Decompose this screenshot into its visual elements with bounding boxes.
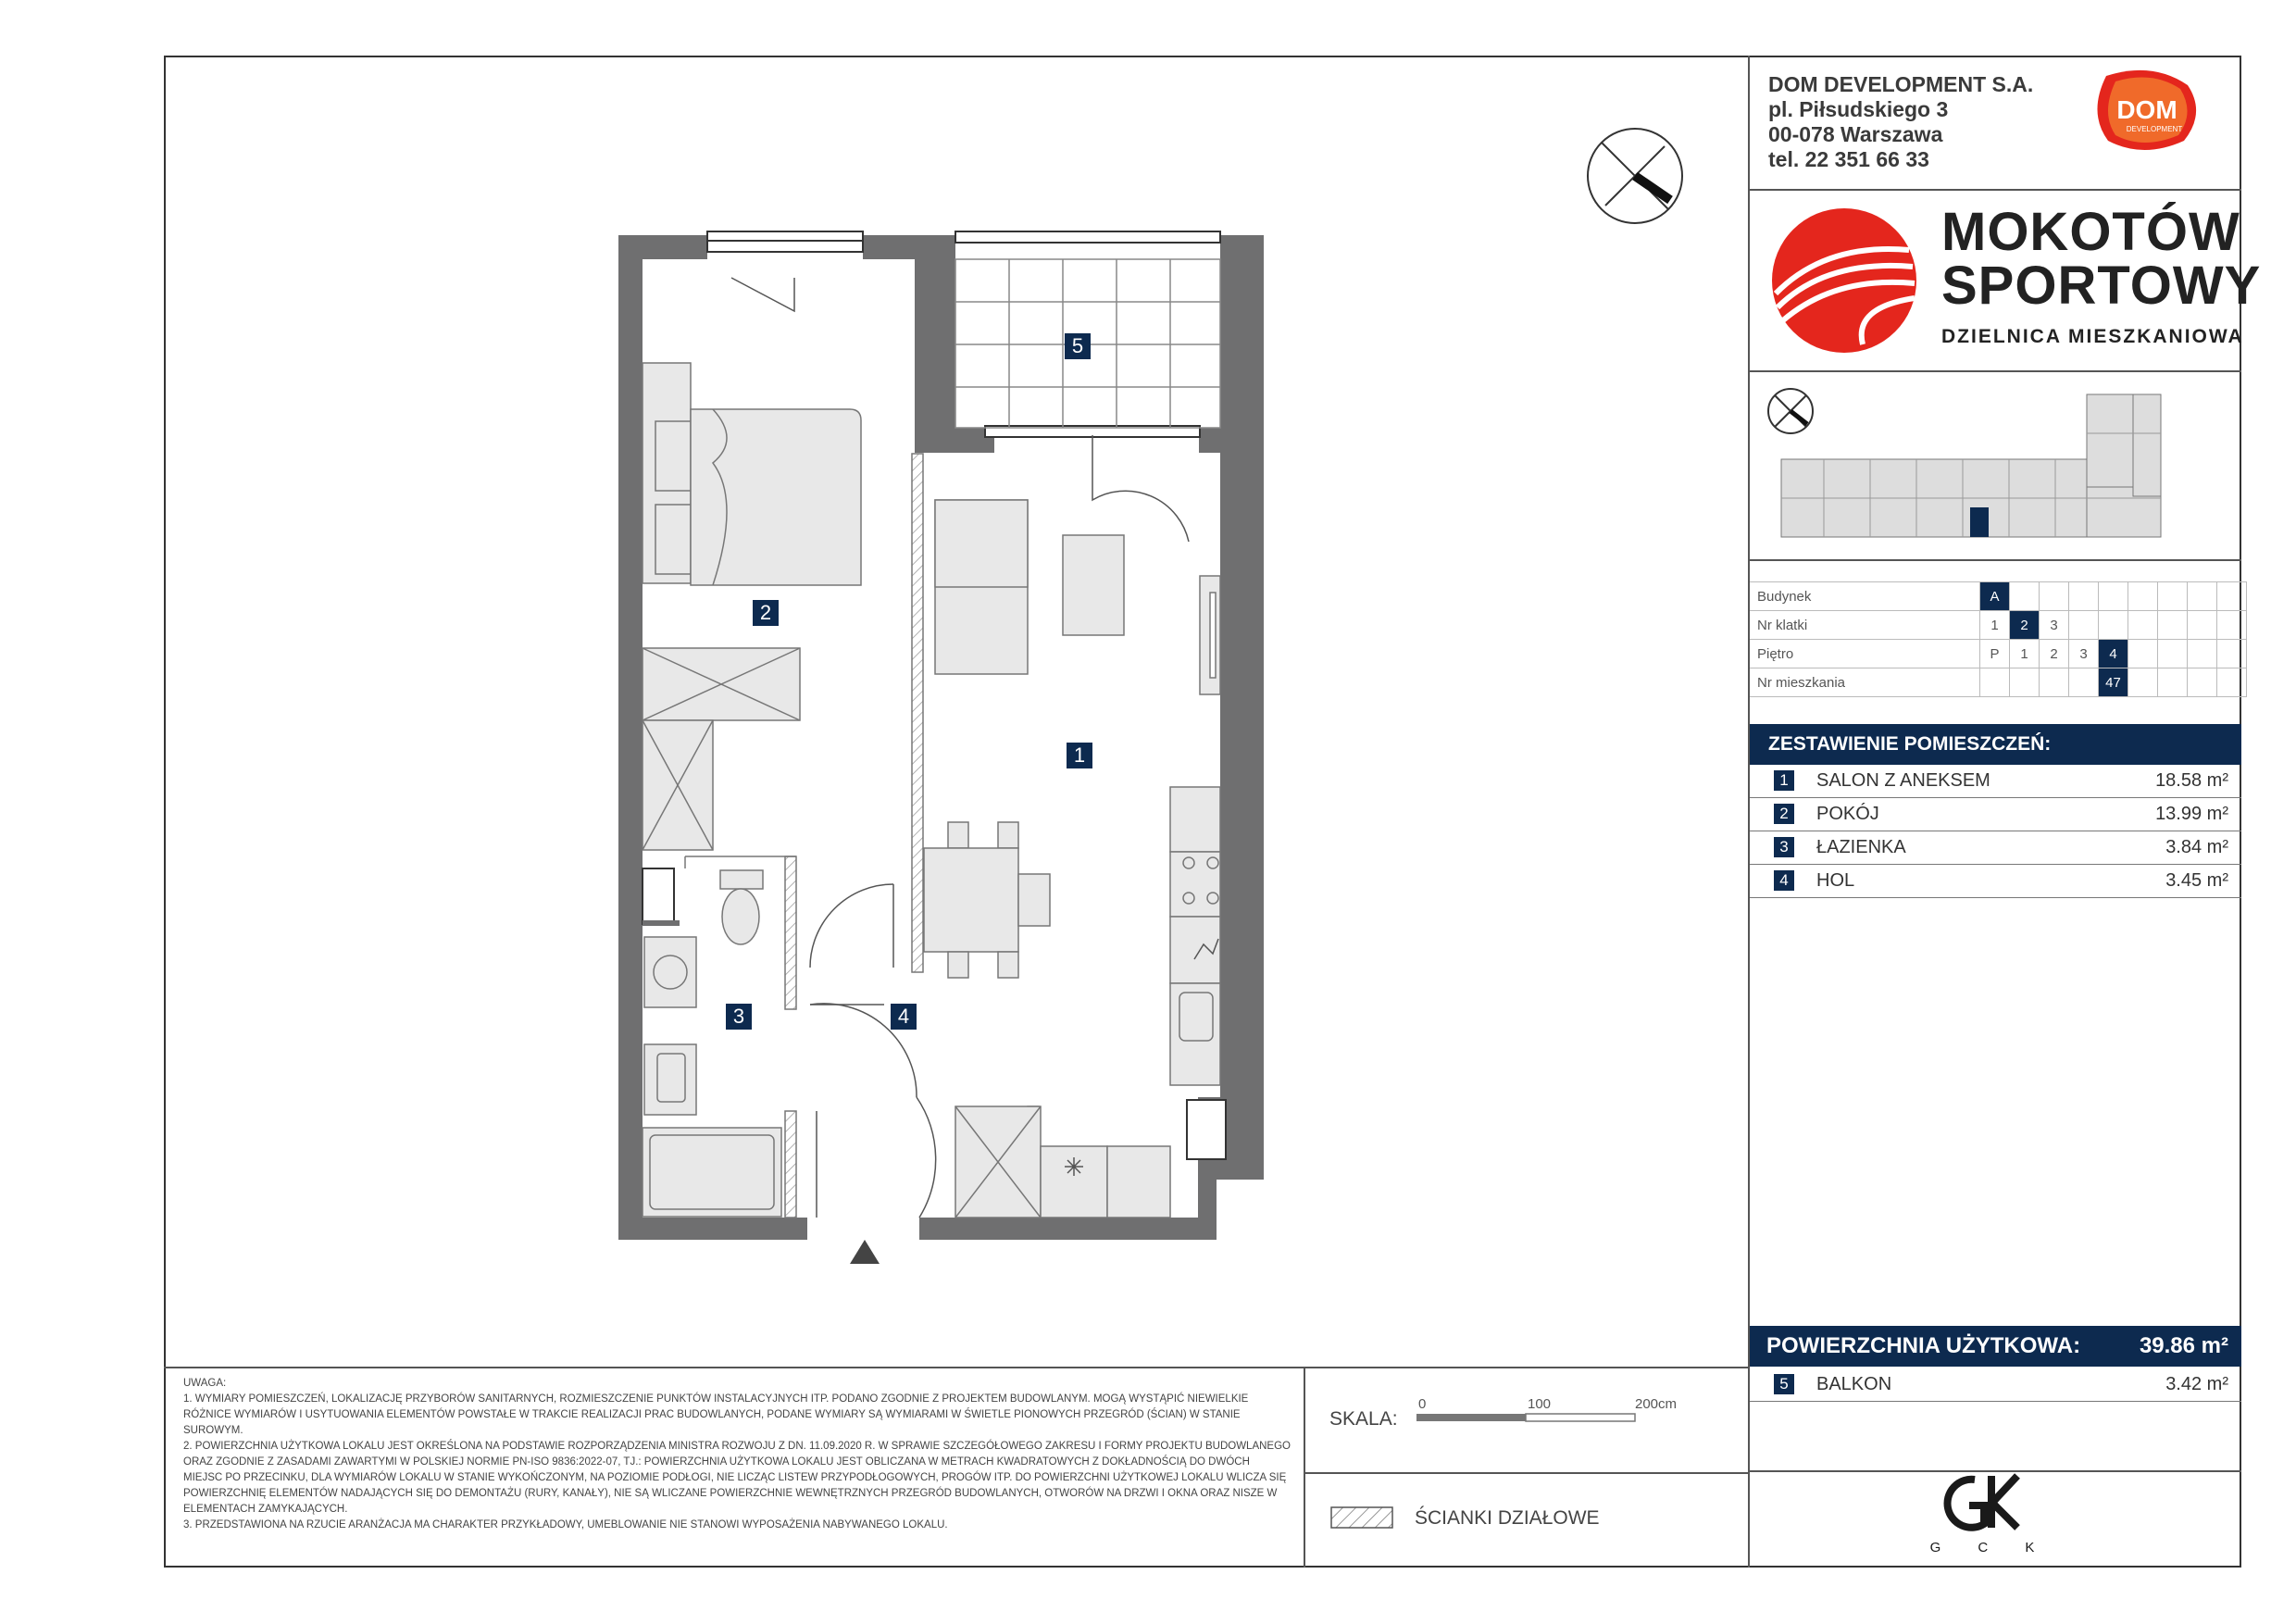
note-item: 2. POWIERZCHNIA UŻYTKOWA LOKALU JEST OKREŚLONA NA PODSTAWIE ROZPORZĄDZENIA MINISTRA ROZWOJU Z DN. 11.09.2020 R. W SPRAWIE SZCZEGÓŁOWEGO ZAKRESU I FORMY PROJEKTU BUDOWLANEGO ORAZ ZGODNIE Z ZASADAMI ZAWARTYMI W POLSKIEJ NORMIE PN-ISO 9836:2022-07, TJ.: POWIERZCHNIA UŻYTKOWA LOKALU JEST OBLICZANA W METRACH KWADRATOWYCH Z DOKŁADNOŚCIĄ DO DWÓCH MIEJSC PO PRZECINKU, DLA WYMIARÓW LOKALU W STANIE WYKOŃCZONYM, NA POZIOMIE PODŁOGI, NIE LICZĄC LISTEW PRZYPODŁOGOWYCH, PROGÓW ITP. DO POWIERZCHNI UŻYTKOWEJ LOKALU WLICZA SIĘ POWIERZCHNIĘ ELEMENTÓW NADAJĄCYCH SIĘ DO DEMONTAŻU (RURY, KANAŁY), NIE SĄ WLICZANE POWIERZCHNIE WEWNĘTRZNYCH PRZEGRÓD BUDOWLANYCH, OTWORÓW NA DRZWI I OKNA ORAZ NISZE W ELEMENTACH ZAMYKAJĄCYCH. — [183, 1441, 1291, 1515]
room-number: 1 — [1774, 770, 1794, 791]
scale-bar — [1407, 1393, 1685, 1430]
svg-text:100: 100 — [1528, 1396, 1552, 1412]
svg-text:DEVELOPMENT: DEVELOPMENT — [2126, 125, 2183, 133]
index-cell — [2158, 582, 2188, 611]
index-cell — [2069, 582, 2099, 611]
svg-text:DOM: DOM — [2116, 95, 2177, 124]
room-number: 2 — [1774, 804, 1794, 824]
index-cell: 2 — [2010, 611, 2040, 640]
svg-text:G C K: G C K — [1929, 1540, 2052, 1555]
room-row — [1750, 765, 2241, 798]
balcony-row — [1750, 1368, 2241, 1402]
index-cell — [2188, 640, 2217, 668]
svg-text:0: 0 — [1418, 1396, 1427, 1412]
index-row — [1750, 640, 2247, 668]
plan-label-3: 3 — [726, 1004, 752, 1030]
company-phone: tel. 22 351 66 33 — [1768, 147, 1929, 171]
notes-divider — [164, 1367, 1749, 1368]
partition-swatch-icon — [1330, 1506, 1393, 1529]
room-area: 13.99 m² — [2155, 804, 2228, 824]
index-cell — [2188, 668, 2217, 697]
room-area: 18.58 m² — [2155, 770, 2228, 791]
index-cell — [2188, 611, 2217, 640]
index-cell — [2069, 611, 2099, 640]
index-cell — [2010, 668, 2040, 697]
index-cell: 1 — [1980, 611, 2010, 640]
index-row — [1750, 582, 2247, 611]
index-cell — [2217, 611, 2247, 640]
index-row-label: Budynek — [1750, 582, 1980, 611]
index-row — [1750, 611, 2247, 640]
index-cell: 47 — [2099, 668, 2128, 697]
gck-logo — [1929, 1472, 2052, 1557]
windows — [707, 231, 1220, 437]
brand-subtitle: DZIELNICA MIESZKANIOWA — [1941, 326, 2244, 347]
room-name: POKÓJ — [1816, 804, 1879, 824]
total-area-bar — [1750, 1326, 2241, 1367]
index-cell — [2217, 582, 2247, 611]
index-cell — [2128, 640, 2158, 668]
index-cell: P — [1980, 640, 2010, 668]
scale-label: SKALA: — [1329, 1408, 1398, 1430]
index-cell — [2128, 668, 2158, 697]
index-cell — [2158, 640, 2188, 668]
plan-label-1: 1 — [1067, 743, 1092, 768]
plan-label-2: 2 — [753, 600, 779, 626]
index-row-label: Nr mieszkania — [1750, 668, 1980, 697]
room-name: SALON Z ANEKSEM — [1816, 770, 1990, 791]
room-number: 3 — [1774, 837, 1794, 857]
room-area: 3.45 m² — [2165, 870, 2228, 891]
room-area: 3.84 m² — [2165, 837, 2228, 857]
plan-label-4: 4 — [891, 1004, 917, 1030]
index-cell — [2158, 668, 2188, 697]
index-row-label: Nr klatki — [1750, 611, 1980, 640]
walls — [618, 235, 1264, 1240]
brand-divider — [1748, 370, 2241, 372]
floor-plan — [555, 130, 1722, 1296]
total-area-value: 39.86 m² — [2139, 1333, 2228, 1358]
note-item: 3. PRZEDSTAWIONA NA RZUCIE ARANŻACJA MA CHARAKTER PRZYKŁADOWY, UMEBLOWANIE NIE STANOWI WYPOSAŻENIA NABYWANEGO LOKALU. — [183, 1519, 948, 1530]
room-area: 3.42 m² — [2165, 1374, 2228, 1394]
mokotow-sportowy-logo — [1770, 206, 1965, 356]
plan-label-5: 5 — [1065, 333, 1091, 359]
index-cell: 4 — [2099, 640, 2128, 668]
index-row-label: Piętro — [1750, 640, 1980, 668]
index-cell — [2158, 611, 2188, 640]
index-cell: 1 — [2010, 640, 2040, 668]
index-cell: 2 — [2040, 640, 2069, 668]
index-cell — [2040, 582, 2069, 611]
legend-divider — [1304, 1472, 1749, 1474]
index-cell — [2099, 611, 2128, 640]
room-row — [1750, 798, 2241, 831]
index-cell: 3 — [2069, 640, 2099, 668]
index-cell — [2217, 668, 2247, 697]
scale-box-divider — [1304, 1367, 1305, 1568]
index-cell — [2040, 668, 2069, 697]
index-cell — [2217, 640, 2247, 668]
index-cell: 3 — [2040, 611, 2069, 640]
note-item: 1. WYMIARY POMIESZCZEŃ, LOKALIZACJĘ PRZYBORÓW SANITARNYCH, ROZMIESZCZENIE PUNKTÓW INSTALACYJNYCH ITP. PODANO ZGODNIE Z PROJEKTEM BUDOWLANYM. MOGĄ WYSTĄPIĆ NIEWIELKIE RÓŻNICE WYMIARÓW I USYTUOWANIA ELEMENTÓW POWSTAŁE W TRAKCIE REALIZACJI PRAC BUDOWLANYCH, PODANE WYMIARY SĄ WYMIARAMI W ŚWIETLE PIONOWYCH PRZEGRÓD (ŚCIAN) W STANIE SUROWYM. — [183, 1393, 1249, 1436]
index-cell — [2128, 611, 2158, 640]
room-number: 4 — [1774, 870, 1794, 891]
partition-legend-label: ŚCIANKI DZIAŁOWE — [1415, 1507, 1600, 1529]
company-city: 00-078 Warszawa — [1768, 122, 1943, 146]
index-cell — [2128, 582, 2158, 611]
index-cell — [2069, 668, 2099, 697]
room-name: BALKON — [1816, 1374, 1892, 1394]
room-row — [1750, 865, 2241, 898]
location-index-table — [1750, 581, 2247, 697]
room-name: HOL — [1816, 870, 1855, 891]
brand-title-line1: MOKOTÓW — [1941, 202, 2240, 262]
dom-development-logo — [2088, 67, 2206, 156]
company-divider — [1748, 189, 2241, 191]
site-plan-thumbnail — [1750, 378, 2203, 563]
index-cell: A — [1980, 582, 2010, 611]
index-cell — [1980, 668, 2010, 697]
index-cell — [2099, 582, 2128, 611]
room-name: ŁAZIENKA — [1816, 837, 1906, 857]
room-number: 5 — [1774, 1374, 1794, 1394]
company-street: pl. Piłsudskiego 3 — [1768, 97, 1949, 121]
brand-title-line2: SPORTOWY — [1941, 256, 2262, 316]
notes — [183, 1376, 1291, 1533]
brand-title — [1941, 202, 2262, 316]
index-row — [1750, 668, 2247, 697]
rooms-heading: ZESTAWIENIE POMIESZCZEŃ: — [1750, 724, 2241, 765]
room-row — [1750, 831, 2241, 865]
notes-heading: UWAGA: — [183, 1378, 227, 1389]
index-cell — [2010, 582, 2040, 611]
company-info — [1768, 72, 2033, 172]
svg-text:200cm: 200cm — [1635, 1396, 1678, 1412]
total-area-label: POWIERZCHNIA UŻYTKOWA: — [1766, 1333, 2081, 1358]
index-cell — [2188, 582, 2217, 611]
company-name: DOM DEVELOPMENT S.A. — [1768, 72, 2034, 96]
